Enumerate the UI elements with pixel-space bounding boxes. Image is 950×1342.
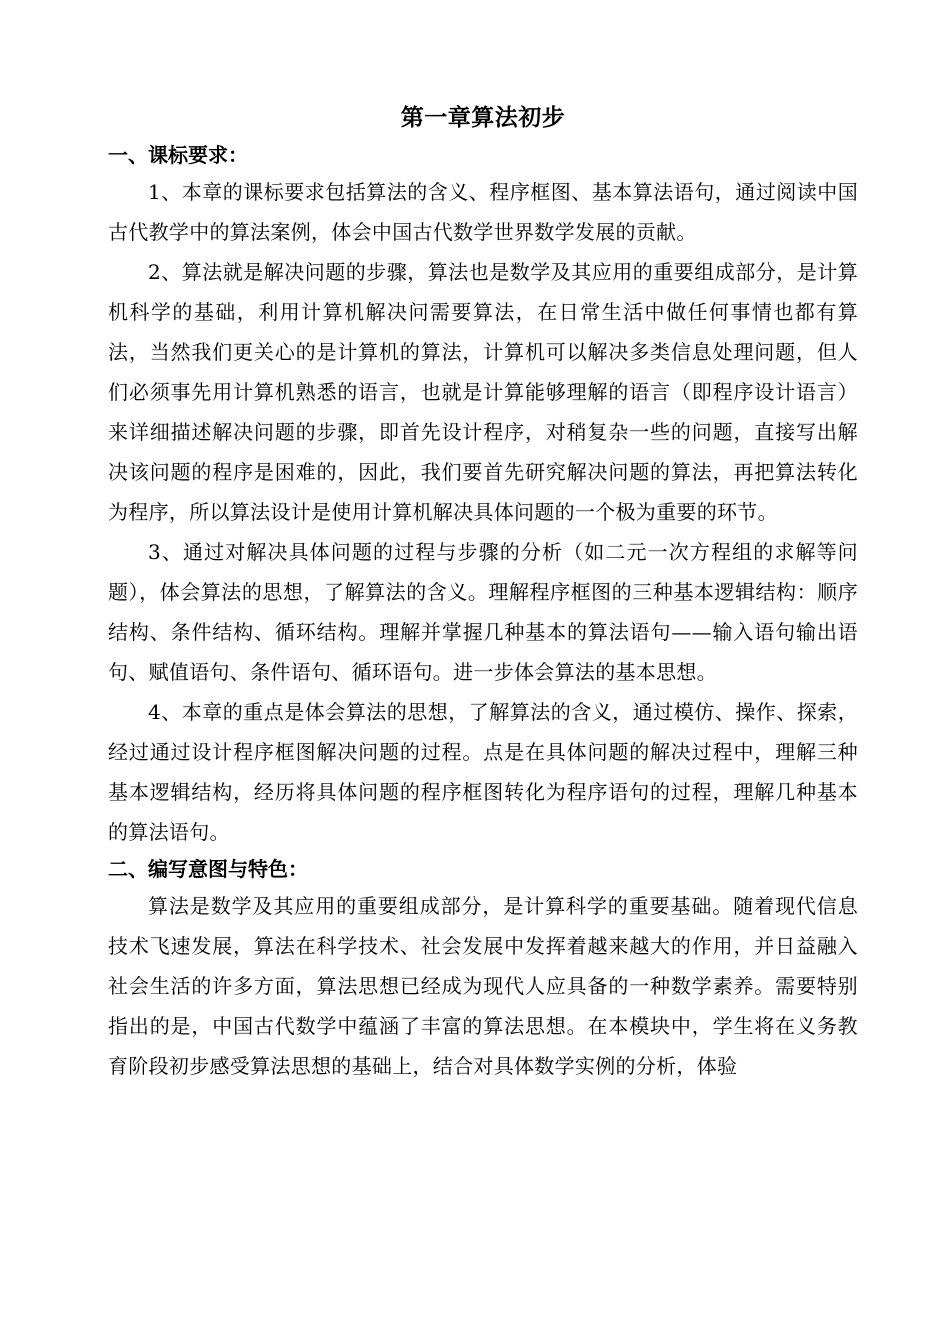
paragraph-5: 算法是数学及其应用的重要组成部分，是计算科学的重要基础。随着现代信息技术飞速发展，算法在科学技术、社会发展中发挥着越来越大的作用，并日益融入社会生活的许多方面，算法思想已经成为现代人应具备的一种数学素养。需要特别指出的是，中国古代数学中蕴涵了丰富的算法思想。在本模块中，学生将在义务教育阶段初步感受算法思想的基础上，结合对具体数学实例的分析，体验 (108, 894, 858, 1078)
paragraph-2: 2、算法就是解决问题的步骤，算法也是数学及其应用的重要组成部分，是计算机科学的基础，利用计算机解决问需要算法，在日常生活中做任何事情也都有算法，当然我们更关心的是计算机的算法，计算机可以解决多类信息处理问题，但人们必须事先用计算机熟悉的语言，也就是计算能够理解的语言（即程序设计语言）来详细描述解决问题的步骤，即首先设计程序，对稍复杂一些的问题，直接写出解决该问题的程序是困难的，因此，我们要首先研究解决问题的算法，再把算法转化为程序，所以算法设计是使用计算机解决具体问题的一个极为重要的环节。 (108, 260, 858, 524)
paragraph-4: 4、本章的重点是体会算法的思想，了解算法的含义，通过模仿、操作、探索，经过通过设计程序框图解决问题的过程。点是在具体问题的解决过程中，理解三种基本逻辑结构，经历将具体问题的程序框图转化为程序语句的过程，理解几种基本的算法语句。 (108, 700, 858, 844)
chapter-title: 第一章算法初步 (400, 104, 566, 131)
paragraph-3: 3、通过对解决具体问题的过程与步骤的分析（如二元一次方程组的求解等问题），体会算法的思想，了解算法的含义。理解程序框图的三种基本逻辑结构：顺序结构、条件结构、循环结构。理解并掌握几种基本的算法语句——输入语句输出语句、赋值语句、条件语句、循环语句。进一步体会算法的基本思想。 (108, 540, 858, 684)
section-heading-curriculum: 一、课标要求： (108, 143, 248, 167)
document-body (108, 98, 858, 1086)
paragraph-1: 1、本章的课标要求包括算法的含义、程序框图、基本算法语句，通过阅读中国古代教学中的算法案例，体会中国古代数学世界数学发展的贡献。 (108, 180, 858, 244)
section-heading-intent: 二、编写意图与特色： (108, 857, 308, 881)
